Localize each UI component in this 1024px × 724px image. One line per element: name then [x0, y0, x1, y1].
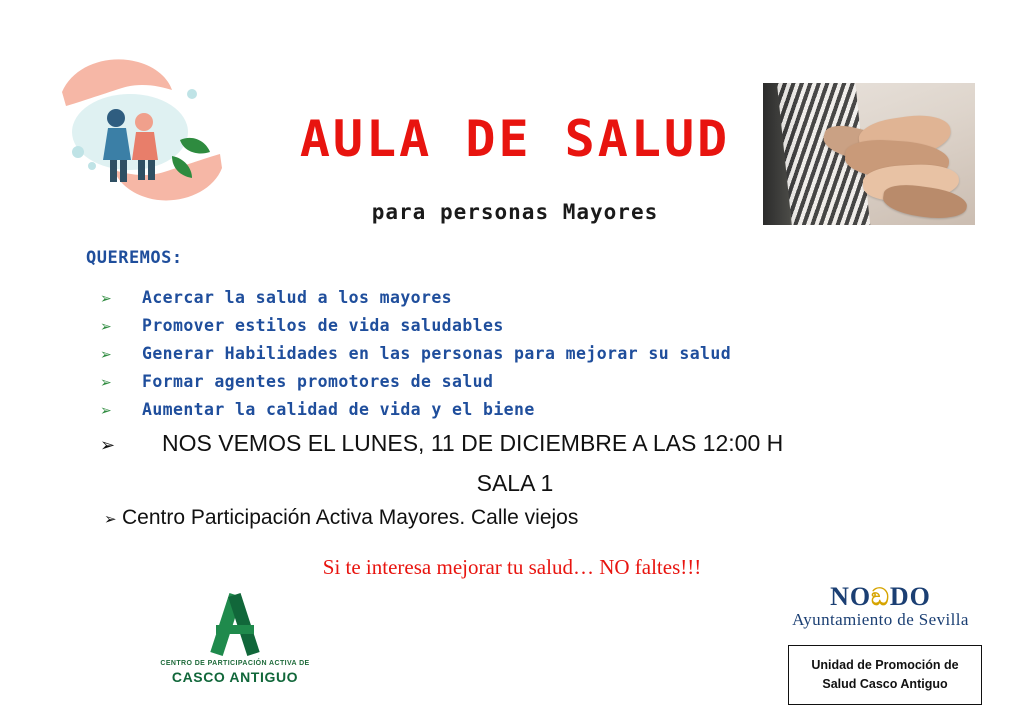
nosdo-pre: NO	[830, 582, 872, 611]
ayuntamiento-label: Ayuntamiento de Sevilla	[792, 610, 969, 629]
stacked-hands-photo	[763, 83, 975, 225]
goals-list	[100, 288, 930, 428]
arrow-bullet-icon: ➢	[100, 347, 113, 363]
queremos-heading: QUEREMOS:	[86, 248, 183, 268]
casco-antiguo-logo-line1: CENTRO DE PARTICIPACIÓN ACTIVA DE	[160, 660, 310, 667]
room-text: SALA 1	[476, 470, 554, 496]
arrow-bullet-icon: ➢	[100, 375, 113, 391]
poster-header	[0, 0, 1024, 240]
green-a-mark-icon	[192, 592, 278, 654]
list-item	[100, 316, 930, 335]
meeting-text: NOS VEMOS EL LUNES, 11 DE DICIEMBRE A LAS 12:00 H	[162, 430, 784, 456]
unidad-line1: Unidad de Promoción de	[811, 658, 959, 673]
list-item-label: Formar agentes promotores de salud	[142, 372, 494, 391]
list-item-label: Acercar la salud a los mayores	[142, 288, 453, 307]
arrow-bullet-icon: ➢	[100, 291, 113, 307]
elderly-couple-hands-illustration	[52, 48, 232, 208]
casco-antiguo-logo	[140, 592, 330, 685]
venue-line	[104, 506, 578, 530]
arrow-bullet-icon: ➢	[100, 435, 116, 456]
ayuntamiento-sevilla-logo	[778, 582, 983, 630]
unidad-line2: Salud Casco Antiguo	[822, 677, 948, 691]
arrow-bullet-icon: ➢	[104, 510, 117, 528]
arrow-bullet-icon: ➢	[100, 403, 113, 419]
meeting-announcement	[100, 430, 960, 457]
list-item	[100, 288, 930, 307]
closing-text: Si te interesa mejorar tu salud… NO faltes!!!	[322, 555, 702, 579]
arrow-bullet-icon: ➢	[100, 319, 113, 335]
nosdo-post: DO	[889, 582, 931, 611]
venue-text: Centro Participación Activa Mayores. Calle viejos	[122, 506, 579, 529]
unidad-promocion-salud-box	[788, 645, 982, 705]
list-item	[100, 344, 930, 363]
list-item-label: Generar Habilidades en las personas para mejorar su salud	[142, 344, 732, 363]
nosdo-wordmark	[778, 582, 983, 612]
list-item	[100, 372, 930, 391]
list-item	[100, 400, 930, 419]
nodo-knot-icon: ඞ	[871, 583, 890, 611]
page-title: AULA DE SALUD	[299, 110, 731, 168]
casco-antiguo-logo-line2: CASCO ANTIGUO	[171, 669, 299, 685]
list-item-label: Aumentar la calidad de vida y el biene	[142, 400, 535, 419]
page-subtitle: para personas Mayores	[371, 200, 659, 224]
list-item-label: Promover estilos de vida saludables	[142, 316, 504, 335]
